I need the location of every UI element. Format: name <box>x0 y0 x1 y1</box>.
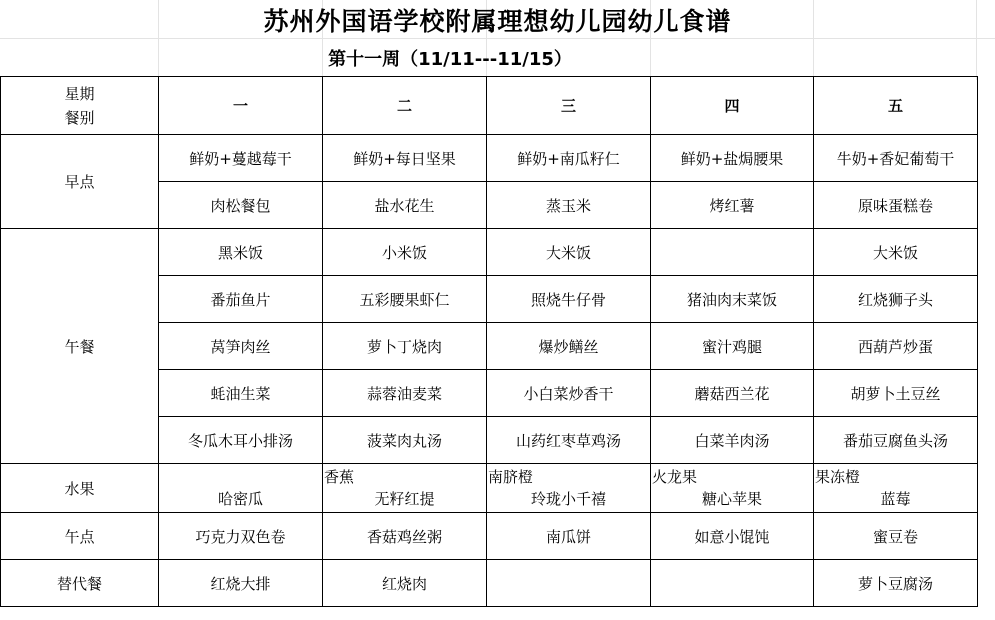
menu-cell: 小米饭 <box>323 229 487 276</box>
table-row <box>1 135 978 182</box>
fruit-item-top: 南脐橙 <box>488 468 534 486</box>
meal-label-alternative: 替代餐 <box>1 560 159 607</box>
menu-cell: 爆炒鳝丝 <box>487 323 651 370</box>
menu-cell: 山药红枣草鸡汤 <box>487 417 651 464</box>
fruit-item-bottom: 糖心苹果 <box>701 490 762 508</box>
table-row <box>1 560 978 607</box>
fruit-item-bottom: 蓝莓 <box>880 490 911 508</box>
fruit-cell <box>159 464 323 513</box>
menu-cell: 牛奶+香妃葡萄干 <box>814 135 978 182</box>
page-title: 苏州外国语学校附属理想幼儿园幼儿食谱 <box>263 7 732 36</box>
menu-cell: 萝卜丁烧肉 <box>323 323 487 370</box>
menu-cell: 鲜奶+蔓越莓干 <box>159 135 323 182</box>
table-row <box>1 513 978 560</box>
menu-cell: 大米饭 <box>487 229 651 276</box>
menu-cell: 白菜羊肉汤 <box>651 417 814 464</box>
day-header: 三 <box>487 77 651 135</box>
menu-cell: 蒜蓉油麦菜 <box>323 370 487 417</box>
fruit-item-top: 香蕉 <box>324 468 355 486</box>
menu-cell: 原味蛋糕卷 <box>814 182 978 229</box>
menu-cell: 鲜奶+每日坚果 <box>323 135 487 182</box>
menu-cell: 红烧狮子头 <box>814 276 978 323</box>
fruit-cell <box>651 464 814 513</box>
menu-table <box>0 76 978 607</box>
meal-label-breakfast: 早点 <box>1 135 159 229</box>
menu-cell: 巧克力双色卷 <box>159 513 323 560</box>
sheet-gridline <box>0 38 995 39</box>
menu-cell: 香菇鸡丝粥 <box>323 513 487 560</box>
menu-cell: 蚝油生菜 <box>159 370 323 417</box>
menu-cell: 鲜奶+盐焗腰果 <box>651 135 814 182</box>
fruit-item-top: 火龙果 <box>652 468 698 486</box>
weekday-label: 星期 <box>64 85 95 103</box>
day-header: 五 <box>814 77 978 135</box>
fruit-cell <box>323 464 487 513</box>
menu-cell <box>487 560 651 607</box>
header-corner <box>1 77 159 135</box>
menu-cell: 菠菜肉丸汤 <box>323 417 487 464</box>
menu-cell: 红烧肉 <box>323 560 487 607</box>
menu-cell: 肉松餐包 <box>159 182 323 229</box>
meal-label-afternoon: 午点 <box>1 513 159 560</box>
menu-cell: 胡萝卜土豆丝 <box>814 370 978 417</box>
menu-cell: 番茄鱼片 <box>159 276 323 323</box>
menu-cell: 黑米饭 <box>159 229 323 276</box>
fruit-cell <box>487 464 651 513</box>
menu-cell: 五彩腰果虾仁 <box>323 276 487 323</box>
menu-cell: 蜜汁鸡腿 <box>651 323 814 370</box>
fruit-item-bottom: 玲珑小千禧 <box>530 490 606 508</box>
menu-cell: 照烧牛仔骨 <box>487 276 651 323</box>
day-header: 二 <box>323 77 487 135</box>
menu-cell: 蘑菇西兰花 <box>651 370 814 417</box>
menu-cell <box>651 229 814 276</box>
menu-cell: 番茄豆腐鱼头汤 <box>814 417 978 464</box>
menu-cell: 如意小馄饨 <box>651 513 814 560</box>
meal-label-lunch: 午餐 <box>1 229 159 464</box>
menu-cell: 小白菜炒香干 <box>487 370 651 417</box>
day-header: 一 <box>159 77 323 135</box>
meal-label-fruit: 水果 <box>1 464 159 513</box>
menu-cell <box>651 560 814 607</box>
menu-cell: 盐水花生 <box>323 182 487 229</box>
menu-cell: 萝卜豆腐汤 <box>814 560 978 607</box>
menu-cell: 西葫芦炒蛋 <box>814 323 978 370</box>
menu-cell: 南瓜饼 <box>487 513 651 560</box>
menu-cell: 烤红薯 <box>651 182 814 229</box>
fruit-cell <box>814 464 978 513</box>
menu-cell: 红烧大排 <box>159 560 323 607</box>
menu-cell: 大米饭 <box>814 229 978 276</box>
menu-cell: 莴笋肉丝 <box>159 323 323 370</box>
meal-type-label: 餐别 <box>64 109 95 127</box>
fruit-item-bottom: 无籽红提 <box>374 490 435 508</box>
table-row <box>1 229 978 276</box>
menu-cell: 鲜奶+南瓜籽仁 <box>487 135 651 182</box>
menu-cell: 冬瓜木耳小排汤 <box>159 417 323 464</box>
day-header: 四 <box>651 77 814 135</box>
fruit-item-bottom: 哈密瓜 <box>217 490 263 508</box>
header-row <box>1 77 978 135</box>
menu-cell: 蜜豆卷 <box>814 513 978 560</box>
week-subtitle: 第十一周（11/11---11/15） <box>328 49 572 70</box>
menu-cell: 猪油肉末菜饭 <box>651 276 814 323</box>
fruit-item-top: 果冻橙 <box>815 468 861 486</box>
table-row <box>1 464 978 513</box>
menu-cell: 蒸玉米 <box>487 182 651 229</box>
